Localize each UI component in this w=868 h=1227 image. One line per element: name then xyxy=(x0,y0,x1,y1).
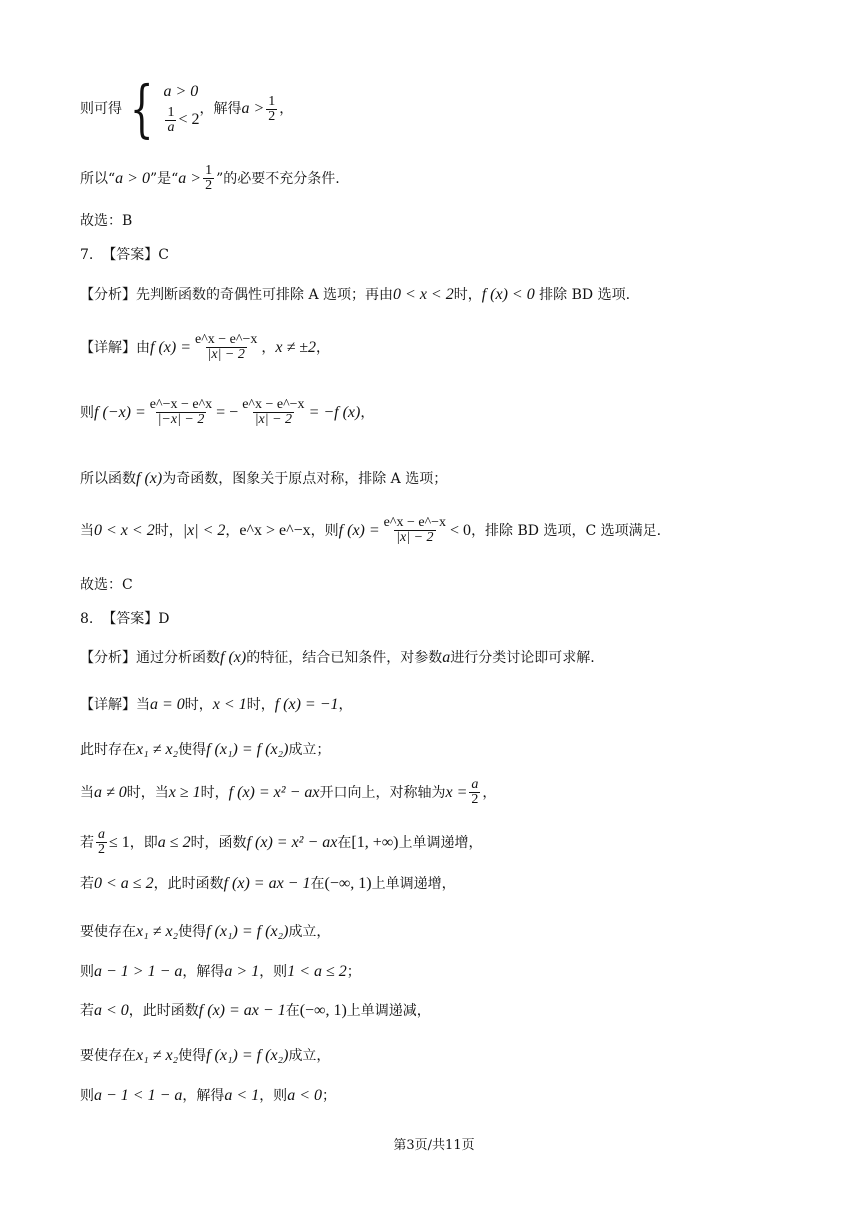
system-row-1: a > 0 xyxy=(163,82,199,100)
q8-detail-2: 此时存在 x₁ ≠ x₂ 使得 f (x₁) = f (x₂) 成立； xyxy=(80,741,331,758)
q7-detail-3: 所以函数 f (x) 为奇函数，图象关于原点对称，排除 A 选项； xyxy=(80,470,448,487)
q7-choice: 故选：C xyxy=(80,577,133,593)
q8-detail-10: 则 a − 1 < 1 − a ，解得 a < 1 ，则 a < 0 ； xyxy=(80,1087,336,1104)
q8-detail-3: 当 a ≠ 0 时，当 x ≥ 1 时， f (x) = x² − ax 开口向上，对称轴为 x = $\frac{a}{2}$ ， xyxy=(80,777,497,807)
line-system: 则可得 { a > 0 $\frac{1}{a}$ < 2 ，解得 a > $\frac{1}{2}$ ， xyxy=(80,72,294,145)
text: ，解得 xyxy=(199,101,242,117)
q7-analysis: 【分析】先判断函数的奇偶性可排除 A 选项；再由 0 < x < 2 时， f (x) < 0 排除 BD 选项. xyxy=(80,286,631,303)
q7-detail-1: 【详解】由 f (x) = $\frac{e\^{}x - e\^{}-x}{|x| - 2}$ ， x ≠ ±2 ， xyxy=(80,332,331,362)
q8-detail-5: 若 0 < a ≤ 2 ，此时函数 f (x) = ax − 1 在 (−∞, 1) 上单调递增， xyxy=(80,875,456,892)
line-choice-b: 故选：B xyxy=(80,213,133,229)
system-row-2: $\frac{1}{a}$ < 2 xyxy=(167,104,200,135)
page-footer: 第3页/共11页 xyxy=(393,1138,475,1153)
q7-detail-2: 则 f (−x) = $\frac{e\^{}-x - e\^{}x}{|-x| - 2}$ = − $\frac{e\^{}x - e\^{}-x}{|x| - 2}$ = −f (x) ， xyxy=(80,397,375,427)
inequality-system xyxy=(122,72,200,145)
q8-answer: 8. 【答案】D xyxy=(80,611,170,627)
q7-answer: 7. 【答案】C xyxy=(80,247,169,263)
q8-detail-4: 若 $\frac{a}{2}$ ≤ 1 ，即 a ≤ 2 时，函数 f (x) = x² − ax 在 [1, +∞) 上单调递增， xyxy=(80,827,483,857)
q8-detail-7: 则 a − 1 > 1 − a ，解得 a > 1 ，则 1 < a ≤ 2 ； xyxy=(80,963,361,980)
q8-detail-8: 若 a < 0 ，此时函数 f (x) = ax − 1 在 (−∞, 1) 上单调递减， xyxy=(80,1002,431,1019)
q8-analysis: 【分析】通过分析函数 f (x) 的特征，结合已知条件，对参数 a 进行分类讨论即可求解. xyxy=(80,649,595,666)
q8-detail-6: 要使存在 x₁ ≠ x₂ 使得 f (x₁) = f (x₂) 成立， xyxy=(80,923,331,940)
brace-icon: { xyxy=(129,72,154,145)
q7-detail-4: 当 0 < x < 2 时， |x| < 2 ， e^x > e^−x ，则 f (x) = $\frac{e\^{}x - e\^{}-x}{|x| - 2}$ < 0 ，排除 BD 选项，C 选项满足. xyxy=(80,515,662,545)
q8-detail-1: 【详解】当 a = 0 时， x < 1 时， f (x) = −1 ， xyxy=(80,696,353,713)
q8-detail-9: 要使存在 x₁ ≠ x₂ 使得 f (x₁) = f (x₂) 成立， xyxy=(80,1047,331,1064)
text: 则可得 xyxy=(80,101,122,117)
line-necessary-condition: 所以“ a > 0 ”是“ a > $\frac{1}{2}$ ”的必要不充分条件. xyxy=(80,163,340,193)
